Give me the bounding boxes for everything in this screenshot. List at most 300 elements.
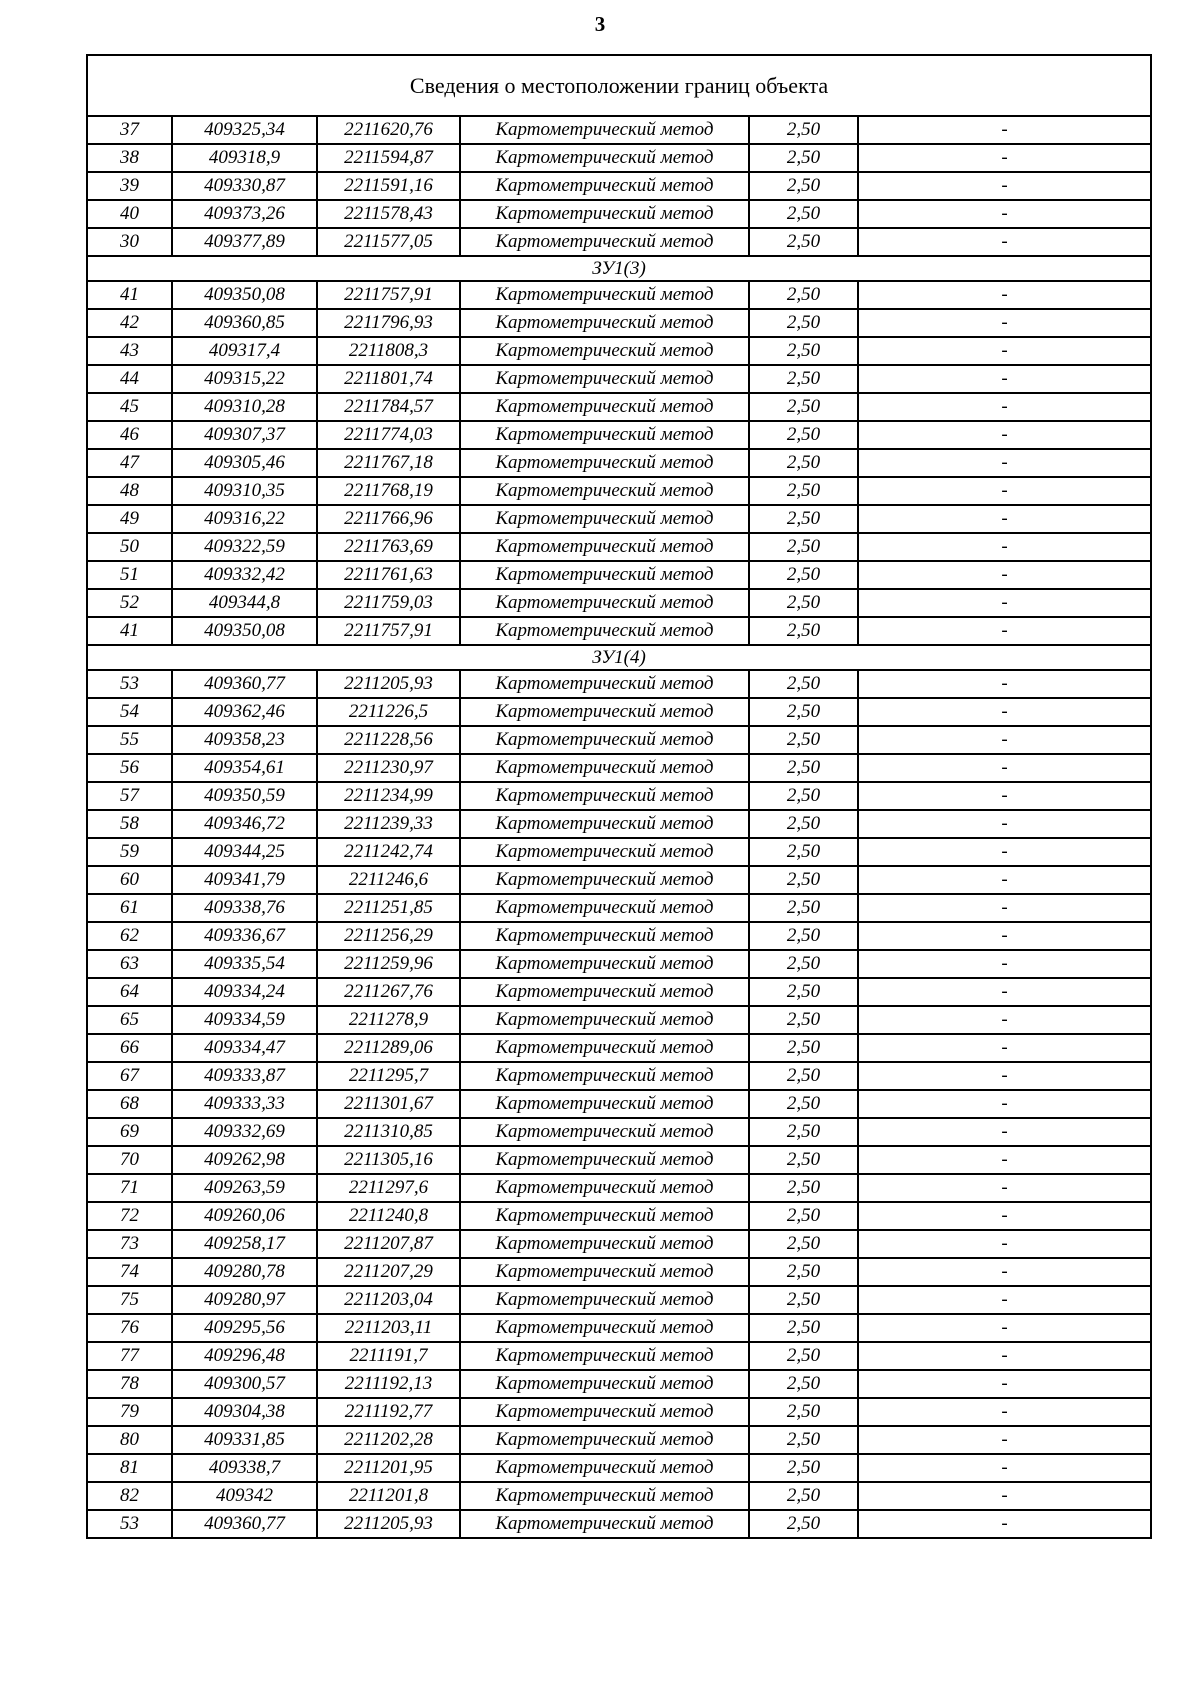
table-row [87, 589, 1151, 617]
y-coordinate-cell: 2211594,87 [317, 144, 460, 172]
precision-cell: 2,50 [749, 922, 858, 950]
x-coordinate-cell: 409334,59 [172, 1006, 317, 1034]
table-row [87, 950, 1151, 978]
precision-cell: 2,50 [749, 365, 858, 393]
y-coordinate-cell: 2211305,16 [317, 1146, 460, 1174]
note-cell: - [858, 1286, 1151, 1314]
y-coordinate-cell: 2211767,18 [317, 449, 460, 477]
method-cell: Картометрический метод [460, 670, 749, 698]
x-coordinate-cell: 409318,9 [172, 144, 317, 172]
note-cell: - [858, 1230, 1151, 1258]
precision-cell: 2,50 [749, 1146, 858, 1174]
point-number-cell: 70 [87, 1146, 172, 1174]
method-cell: Картометрический метод [460, 922, 749, 950]
note-cell: - [858, 1510, 1151, 1538]
point-number-cell: 53 [87, 670, 172, 698]
precision-cell: 2,50 [749, 950, 858, 978]
method-cell: Картометрический метод [460, 950, 749, 978]
note-cell: - [858, 228, 1151, 256]
note-cell: - [858, 1118, 1151, 1146]
y-coordinate-cell: 2211191,7 [317, 1342, 460, 1370]
table-row [87, 1286, 1151, 1314]
method-cell: Картометрический метод [460, 894, 749, 922]
precision-cell: 2,50 [749, 1370, 858, 1398]
note-cell: - [858, 894, 1151, 922]
method-cell: Картометрический метод [460, 617, 749, 645]
point-number-cell: 44 [87, 365, 172, 393]
point-number-cell: 52 [87, 589, 172, 617]
precision-cell: 2,50 [749, 561, 858, 589]
method-cell: Картометрический метод [460, 1146, 749, 1174]
x-coordinate-cell: 409344,8 [172, 589, 317, 617]
precision-cell: 2,50 [749, 505, 858, 533]
precision-cell: 2,50 [749, 172, 858, 200]
point-number-cell: 71 [87, 1174, 172, 1202]
point-number-cell: 55 [87, 726, 172, 754]
note-cell: - [858, 950, 1151, 978]
note-cell: - [858, 144, 1151, 172]
y-coordinate-cell: 2211757,91 [317, 281, 460, 309]
x-coordinate-cell: 409263,59 [172, 1174, 317, 1202]
table-row [87, 1482, 1151, 1510]
y-coordinate-cell: 2211578,43 [317, 200, 460, 228]
table-row [87, 1202, 1151, 1230]
precision-cell: 2,50 [749, 477, 858, 505]
method-cell: Картометрический метод [460, 1286, 749, 1314]
y-coordinate-cell: 2211205,93 [317, 1510, 460, 1538]
y-coordinate-cell: 2211203,04 [317, 1286, 460, 1314]
point-number-cell: 68 [87, 1090, 172, 1118]
x-coordinate-cell: 409350,59 [172, 782, 317, 810]
note-cell: - [858, 533, 1151, 561]
note-cell: - [858, 589, 1151, 617]
method-cell: Картометрический метод [460, 1034, 749, 1062]
y-coordinate-cell: 2211192,13 [317, 1370, 460, 1398]
point-number-cell: 60 [87, 866, 172, 894]
point-number-cell: 81 [87, 1454, 172, 1482]
point-number-cell: 56 [87, 754, 172, 782]
y-coordinate-cell: 2211784,57 [317, 393, 460, 421]
y-coordinate-cell: 2211591,16 [317, 172, 460, 200]
precision-cell: 2,50 [749, 533, 858, 561]
x-coordinate-cell: 409334,47 [172, 1034, 317, 1062]
note-cell: - [858, 1090, 1151, 1118]
point-number-cell: 37 [87, 116, 172, 144]
x-coordinate-cell: 409354,61 [172, 754, 317, 782]
note-cell: - [858, 1398, 1151, 1426]
table-row [87, 228, 1151, 256]
y-coordinate-cell: 2211201,95 [317, 1454, 460, 1482]
point-number-cell: 82 [87, 1482, 172, 1510]
x-coordinate-cell: 409322,59 [172, 533, 317, 561]
method-cell: Картометрический метод [460, 1314, 749, 1342]
precision-cell: 2,50 [749, 670, 858, 698]
x-coordinate-cell: 409331,85 [172, 1426, 317, 1454]
note-cell: - [858, 393, 1151, 421]
x-coordinate-cell: 409258,17 [172, 1230, 317, 1258]
precision-cell: 2,50 [749, 1006, 858, 1034]
x-coordinate-cell: 409332,69 [172, 1118, 317, 1146]
note-cell: - [858, 505, 1151, 533]
note-cell: - [858, 726, 1151, 754]
y-coordinate-cell: 2211234,99 [317, 782, 460, 810]
method-cell: Картометрический метод [460, 1342, 749, 1370]
y-coordinate-cell: 2211256,29 [317, 922, 460, 950]
table-row [87, 477, 1151, 505]
x-coordinate-cell: 409341,79 [172, 866, 317, 894]
x-coordinate-cell: 409358,23 [172, 726, 317, 754]
y-coordinate-cell: 2211207,29 [317, 1258, 460, 1286]
table-row [87, 561, 1151, 589]
table-row [87, 116, 1151, 144]
y-coordinate-cell: 2211766,96 [317, 505, 460, 533]
precision-cell: 2,50 [749, 1342, 858, 1370]
y-coordinate-cell: 2211289,06 [317, 1034, 460, 1062]
y-coordinate-cell: 2211620,76 [317, 116, 460, 144]
y-coordinate-cell: 2211201,8 [317, 1482, 460, 1510]
point-number-cell: 67 [87, 1062, 172, 1090]
section-row [87, 256, 1151, 281]
y-coordinate-cell: 2211768,19 [317, 477, 460, 505]
method-cell: Картометрический метод [460, 200, 749, 228]
y-coordinate-cell: 2211297,6 [317, 1174, 460, 1202]
table-row [87, 1426, 1151, 1454]
table-row [87, 1258, 1151, 1286]
precision-cell: 2,50 [749, 449, 858, 477]
method-cell: Картометрический метод [460, 838, 749, 866]
x-coordinate-cell: 409338,7 [172, 1454, 317, 1482]
point-number-cell: 51 [87, 561, 172, 589]
precision-cell: 2,50 [749, 589, 858, 617]
y-coordinate-cell: 2211226,5 [317, 698, 460, 726]
y-coordinate-cell: 2211202,28 [317, 1426, 460, 1454]
y-coordinate-cell: 2211251,85 [317, 894, 460, 922]
y-coordinate-cell: 2211310,85 [317, 1118, 460, 1146]
point-number-cell: 61 [87, 894, 172, 922]
method-cell: Картометрический метод [460, 978, 749, 1006]
precision-cell: 2,50 [749, 281, 858, 309]
method-cell: Картометрический метод [460, 1510, 749, 1538]
precision-cell: 2,50 [749, 1258, 858, 1286]
precision-cell: 2,50 [749, 1286, 858, 1314]
note-cell: - [858, 421, 1151, 449]
precision-cell: 2,50 [749, 810, 858, 838]
x-coordinate-cell: 409336,67 [172, 922, 317, 950]
point-number-cell: 69 [87, 1118, 172, 1146]
method-cell: Картометрический метод [460, 589, 749, 617]
point-number-cell: 65 [87, 1006, 172, 1034]
method-cell: Картометрический метод [460, 698, 749, 726]
point-number-cell: 50 [87, 533, 172, 561]
method-cell: Картометрический метод [460, 1398, 749, 1426]
y-coordinate-cell: 2211203,11 [317, 1314, 460, 1342]
y-coordinate-cell: 2211246,6 [317, 866, 460, 894]
point-number-cell: 76 [87, 1314, 172, 1342]
x-coordinate-cell: 409325,34 [172, 116, 317, 144]
point-number-cell: 30 [87, 228, 172, 256]
note-cell: - [858, 1062, 1151, 1090]
y-coordinate-cell: 2211205,93 [317, 670, 460, 698]
y-coordinate-cell: 2211240,8 [317, 1202, 460, 1230]
x-coordinate-cell: 409344,25 [172, 838, 317, 866]
point-number-cell: 63 [87, 950, 172, 978]
point-number-cell: 42 [87, 309, 172, 337]
note-cell: - [858, 365, 1151, 393]
method-cell: Картометрический метод [460, 726, 749, 754]
precision-cell: 2,50 [749, 1090, 858, 1118]
precision-cell: 2,50 [749, 421, 858, 449]
precision-cell: 2,50 [749, 1510, 858, 1538]
precision-cell: 2,50 [749, 393, 858, 421]
precision-cell: 2,50 [749, 1174, 858, 1202]
point-number-cell: 73 [87, 1230, 172, 1258]
x-coordinate-cell: 409342 [172, 1482, 317, 1510]
precision-cell: 2,50 [749, 1062, 858, 1090]
precision-cell: 2,50 [749, 228, 858, 256]
section-label: ЗУ1(4) [87, 645, 1151, 670]
method-cell: Картометрический метод [460, 782, 749, 810]
point-number-cell: 40 [87, 200, 172, 228]
point-number-cell: 41 [87, 281, 172, 309]
precision-cell: 2,50 [749, 1314, 858, 1342]
x-coordinate-cell: 409335,54 [172, 950, 317, 978]
note-cell: - [858, 172, 1151, 200]
y-coordinate-cell: 2211796,93 [317, 309, 460, 337]
x-coordinate-cell: 409360,77 [172, 670, 317, 698]
table-row [87, 1034, 1151, 1062]
section-row [87, 645, 1151, 670]
point-number-cell: 41 [87, 617, 172, 645]
point-number-cell: 48 [87, 477, 172, 505]
table-row [87, 1510, 1151, 1538]
x-coordinate-cell: 409310,28 [172, 393, 317, 421]
x-coordinate-cell: 409362,46 [172, 698, 317, 726]
precision-cell: 2,50 [749, 200, 858, 228]
note-cell: - [858, 309, 1151, 337]
table-row [87, 810, 1151, 838]
method-cell: Картометрический метод [460, 866, 749, 894]
x-coordinate-cell: 409295,56 [172, 1314, 317, 1342]
method-cell: Картометрический метод [460, 1230, 749, 1258]
table-row [87, 894, 1151, 922]
precision-cell: 2,50 [749, 1482, 858, 1510]
precision-cell: 2,50 [749, 754, 858, 782]
precision-cell: 2,50 [749, 1454, 858, 1482]
y-coordinate-cell: 2211242,74 [317, 838, 460, 866]
table-title: Сведения о местоположении границ объекта [87, 55, 1151, 116]
y-coordinate-cell: 2211259,96 [317, 950, 460, 978]
method-cell: Картометрический метод [460, 1482, 749, 1510]
table-row [87, 1454, 1151, 1482]
table-row [87, 144, 1151, 172]
table-row [87, 1370, 1151, 1398]
method-cell: Картометрический метод [460, 505, 749, 533]
point-number-cell: 58 [87, 810, 172, 838]
point-number-cell: 77 [87, 1342, 172, 1370]
note-cell: - [858, 1174, 1151, 1202]
y-coordinate-cell: 2211239,33 [317, 810, 460, 838]
table-row [87, 754, 1151, 782]
method-cell: Картометрический метод [460, 754, 749, 782]
note-cell: - [858, 1314, 1151, 1342]
x-coordinate-cell: 409280,97 [172, 1286, 317, 1314]
x-coordinate-cell: 409360,77 [172, 1510, 317, 1538]
x-coordinate-cell: 409350,08 [172, 617, 317, 645]
method-cell: Картометрический метод [460, 421, 749, 449]
x-coordinate-cell: 409317,4 [172, 337, 317, 365]
method-cell: Картометрический метод [460, 1426, 749, 1454]
table-row [87, 337, 1151, 365]
note-cell: - [858, 838, 1151, 866]
section-label: ЗУ1(3) [87, 256, 1151, 281]
point-number-cell: 80 [87, 1426, 172, 1454]
point-number-cell: 74 [87, 1258, 172, 1286]
precision-cell: 2,50 [749, 894, 858, 922]
y-coordinate-cell: 2211577,05 [317, 228, 460, 256]
table-row [87, 670, 1151, 698]
y-coordinate-cell: 2211295,7 [317, 1062, 460, 1090]
x-coordinate-cell: 409333,87 [172, 1062, 317, 1090]
x-coordinate-cell: 409300,57 [172, 1370, 317, 1398]
note-cell: - [858, 670, 1151, 698]
x-coordinate-cell: 409262,98 [172, 1146, 317, 1174]
table-row [87, 838, 1151, 866]
x-coordinate-cell: 409350,08 [172, 281, 317, 309]
precision-cell: 2,50 [749, 1202, 858, 1230]
precision-cell: 2,50 [749, 144, 858, 172]
x-coordinate-cell: 409330,87 [172, 172, 317, 200]
method-cell: Картометрический метод [460, 172, 749, 200]
y-coordinate-cell: 2211301,67 [317, 1090, 460, 1118]
point-number-cell: 78 [87, 1370, 172, 1398]
method-cell: Картометрический метод [460, 281, 749, 309]
method-cell: Картометрический метод [460, 449, 749, 477]
method-cell: Картометрический метод [460, 116, 749, 144]
method-cell: Картометрический метод [460, 365, 749, 393]
note-cell: - [858, 978, 1151, 1006]
method-cell: Картометрический метод [460, 1258, 749, 1286]
note-cell: - [858, 617, 1151, 645]
method-cell: Картометрический метод [460, 1090, 749, 1118]
table-row [87, 449, 1151, 477]
table-row [87, 922, 1151, 950]
note-cell: - [858, 337, 1151, 365]
point-number-cell: 38 [87, 144, 172, 172]
note-cell: - [858, 782, 1151, 810]
method-cell: Картометрический метод [460, 1118, 749, 1146]
method-cell: Картометрический метод [460, 144, 749, 172]
note-cell: - [858, 866, 1151, 894]
point-number-cell: 54 [87, 698, 172, 726]
point-number-cell: 59 [87, 838, 172, 866]
precision-cell: 2,50 [749, 1398, 858, 1426]
y-coordinate-cell: 2211230,97 [317, 754, 460, 782]
precision-cell: 2,50 [749, 838, 858, 866]
note-cell: - [858, 1370, 1151, 1398]
method-cell: Картометрический метод [460, 228, 749, 256]
note-cell: - [858, 1258, 1151, 1286]
precision-cell: 2,50 [749, 726, 858, 754]
note-cell: - [858, 1454, 1151, 1482]
precision-cell: 2,50 [749, 1426, 858, 1454]
x-coordinate-cell: 409280,78 [172, 1258, 317, 1286]
table-row [87, 533, 1151, 561]
precision-cell: 2,50 [749, 698, 858, 726]
x-coordinate-cell: 409360,85 [172, 309, 317, 337]
precision-cell: 2,50 [749, 866, 858, 894]
x-coordinate-cell: 409307,37 [172, 421, 317, 449]
note-cell: - [858, 1202, 1151, 1230]
note-cell: - [858, 1146, 1151, 1174]
table-row [87, 1398, 1151, 1426]
method-cell: Картометрический метод [460, 810, 749, 838]
y-coordinate-cell: 2211267,76 [317, 978, 460, 1006]
precision-cell: 2,50 [749, 1230, 858, 1258]
table-row [87, 726, 1151, 754]
point-number-cell: 66 [87, 1034, 172, 1062]
table-row [87, 1090, 1151, 1118]
x-coordinate-cell: 409377,89 [172, 228, 317, 256]
table-row [87, 1230, 1151, 1258]
x-coordinate-cell: 409346,72 [172, 810, 317, 838]
note-cell: - [858, 1342, 1151, 1370]
point-number-cell: 46 [87, 421, 172, 449]
y-coordinate-cell: 2211808,3 [317, 337, 460, 365]
x-coordinate-cell: 409333,33 [172, 1090, 317, 1118]
y-coordinate-cell: 2211228,56 [317, 726, 460, 754]
table-row [87, 866, 1151, 894]
table-title-row [87, 55, 1151, 116]
y-coordinate-cell: 2211801,74 [317, 365, 460, 393]
precision-cell: 2,50 [749, 978, 858, 1006]
point-number-cell: 45 [87, 393, 172, 421]
point-number-cell: 43 [87, 337, 172, 365]
note-cell: - [858, 922, 1151, 950]
method-cell: Картометрический метод [460, 309, 749, 337]
point-number-cell: 62 [87, 922, 172, 950]
table-row [87, 1342, 1151, 1370]
point-number-cell: 57 [87, 782, 172, 810]
method-cell: Картометрический метод [460, 533, 749, 561]
table-row [87, 782, 1151, 810]
x-coordinate-cell: 409373,26 [172, 200, 317, 228]
x-coordinate-cell: 409260,06 [172, 1202, 317, 1230]
table-row [87, 393, 1151, 421]
table-row [87, 1174, 1151, 1202]
method-cell: Картометрический метод [460, 1006, 749, 1034]
x-coordinate-cell: 409305,46 [172, 449, 317, 477]
y-coordinate-cell: 2211278,9 [317, 1006, 460, 1034]
table-row [87, 505, 1151, 533]
point-number-cell: 47 [87, 449, 172, 477]
y-coordinate-cell: 2211192,77 [317, 1398, 460, 1426]
point-number-cell: 39 [87, 172, 172, 200]
y-coordinate-cell: 2211759,03 [317, 589, 460, 617]
note-cell: - [858, 281, 1151, 309]
table-row [87, 1118, 1151, 1146]
note-cell: - [858, 1482, 1151, 1510]
table-row [87, 309, 1151, 337]
x-coordinate-cell: 409316,22 [172, 505, 317, 533]
note-cell: - [858, 200, 1151, 228]
y-coordinate-cell: 2211774,03 [317, 421, 460, 449]
note-cell: - [858, 1034, 1151, 1062]
method-cell: Картометрический метод [460, 561, 749, 589]
note-cell: - [858, 449, 1151, 477]
note-cell: - [858, 754, 1151, 782]
precision-cell: 2,50 [749, 337, 858, 365]
x-coordinate-cell: 409334,24 [172, 978, 317, 1006]
